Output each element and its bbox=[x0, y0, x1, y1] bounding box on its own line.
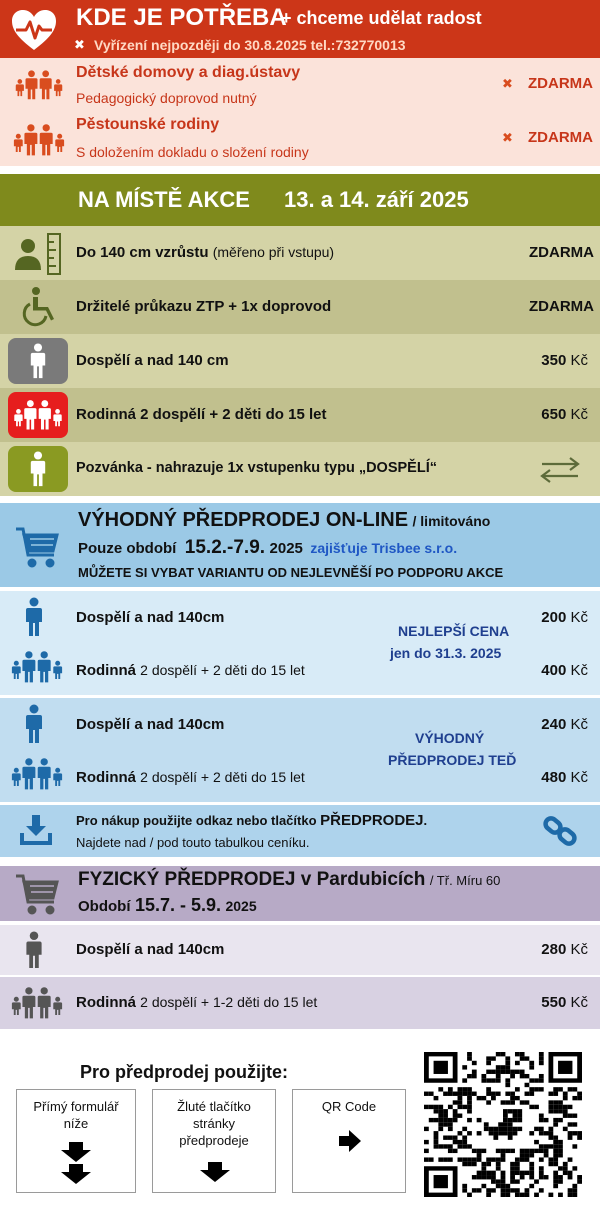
currency-unit: Kč bbox=[570, 609, 588, 626]
online-adult-label: Dospělí a nad 140cm bbox=[76, 609, 225, 626]
person-icon bbox=[24, 704, 44, 749]
arrow-down-icon bbox=[61, 1142, 91, 1188]
option-text: Přímý formulář níže bbox=[33, 1099, 119, 1131]
onsite-row-invitation bbox=[0, 442, 600, 496]
physical-family-label: Rodinná bbox=[76, 994, 136, 1011]
download-icon[interactable] bbox=[18, 815, 54, 852]
option-text: QR Code bbox=[321, 1099, 377, 1114]
online-period-year: 2025 bbox=[269, 540, 303, 557]
physical-header bbox=[0, 866, 600, 921]
need-row-homes bbox=[0, 58, 600, 112]
currency-unit: Kč bbox=[570, 406, 588, 423]
exchange-arrows-icon bbox=[538, 456, 582, 489]
need-header bbox=[0, 0, 600, 58]
need-row-note: S doložením dokladu o složení rodiny bbox=[76, 144, 309, 160]
physical-adult-price: 280 bbox=[541, 941, 567, 958]
online-badge-line2: jen do 31.3. 2025 bbox=[390, 645, 502, 661]
online-family-price: 400 bbox=[541, 662, 567, 679]
online-family-price: 480 bbox=[541, 769, 567, 786]
physical-period-year: 2025 bbox=[225, 898, 257, 914]
onsite-row-price: ZDARMA bbox=[529, 298, 594, 315]
online-variant-note: MŮŽETE SI VYBAT VARIANTU OD NEJLEVNĚŠÍ PO PODPORU AKCE bbox=[78, 565, 504, 580]
person-icon bbox=[24, 597, 44, 642]
online-badge-line1: VÝHODNÝ bbox=[415, 730, 485, 746]
online-family-label: Rodinná bbox=[76, 769, 136, 786]
need-row-title: Dětské domovy a diag.ústavy bbox=[76, 64, 301, 81]
onsite-row-price: ZDARMA bbox=[529, 244, 594, 261]
need-row-title: Pěstounské rodiny bbox=[76, 116, 220, 133]
need-subtitle: + chceme udělat radost bbox=[281, 8, 482, 28]
need-row-price: ZDARMA bbox=[528, 75, 593, 92]
need-row-foster bbox=[0, 112, 600, 166]
purchase-button-name: PŘEDPRODEJ bbox=[320, 812, 424, 829]
online-family-note: 2 dospělí + 2 děti do 15 let bbox=[140, 662, 305, 678]
arrow-right-icon bbox=[339, 1130, 361, 1156]
onsite-row-label: Dospělí a nad 140 cm bbox=[76, 352, 229, 369]
onsite-title: NA MÍSTĚ AKCE bbox=[78, 187, 250, 212]
arrow-down-icon bbox=[200, 1162, 230, 1186]
wheelchair-icon bbox=[20, 286, 62, 333]
onsite-row-label: Do 140 cm vzrůstu bbox=[76, 244, 209, 261]
family-icon bbox=[14, 68, 64, 107]
onsite-row-price: 650 bbox=[541, 406, 567, 423]
physical-row-family bbox=[0, 977, 600, 1029]
currency-unit: Kč bbox=[570, 662, 588, 679]
option-text: Žluté tlačítko stránky předprodeje bbox=[177, 1099, 251, 1148]
option-direct-form[interactable] bbox=[16, 1089, 136, 1193]
x-mark-icon: ✖ bbox=[502, 130, 513, 145]
physical-family-note: 2 dospělí + 1-2 děti do 15 let bbox=[140, 994, 318, 1010]
currency-unit: Kč bbox=[570, 352, 588, 369]
shopping-cart-icon bbox=[14, 872, 60, 921]
onsite-row-label: Rodinná 2 dospělí + 2 děti do 15 let bbox=[76, 406, 327, 423]
onsite-date: 13. a 14. září 2025 bbox=[284, 187, 469, 212]
online-family-label: Rodinná bbox=[76, 662, 136, 679]
online-adult-price: 200 bbox=[541, 609, 567, 626]
need-row-note: Pedagogický doprovod nutný bbox=[76, 90, 257, 106]
online-badge-line1: NEJLEPŠÍ CENA bbox=[398, 623, 510, 639]
family-icon bbox=[10, 985, 64, 1026]
physical-family-price: 550 bbox=[541, 994, 567, 1011]
option-yellow-button[interactable] bbox=[152, 1089, 276, 1193]
online-purchase-info bbox=[0, 805, 600, 857]
need-title: KDE JE POTŘEBA bbox=[76, 4, 287, 31]
physical-title: FYZICKÝ PŘEDPRODEJ v Pardubicích bbox=[78, 869, 426, 890]
onsite-header bbox=[0, 174, 600, 226]
onsite-row-ztp bbox=[0, 280, 600, 334]
option-qr-code[interactable] bbox=[292, 1089, 406, 1193]
need-row-price: ZDARMA bbox=[528, 129, 593, 146]
online-badge-line2: PŘEDPRODEJ TEĎ bbox=[388, 752, 517, 768]
qr-code-icon[interactable] bbox=[424, 1052, 582, 1197]
person-icon bbox=[8, 338, 68, 384]
purchase-hint: Najdete nad / pod touto tabulkou ceníku. bbox=[76, 835, 310, 850]
x-mark-icon: ✖ bbox=[502, 76, 513, 91]
family-icon bbox=[8, 392, 68, 438]
purchase-text-end: . bbox=[423, 813, 428, 828]
onsite-row-child bbox=[0, 226, 600, 280]
family-icon bbox=[10, 649, 64, 690]
online-group-now bbox=[0, 698, 600, 802]
physical-adult-label: Dospělí a nad 140cm bbox=[76, 941, 225, 958]
onsite-row-price: 350 bbox=[541, 352, 567, 369]
online-header bbox=[0, 503, 600, 587]
currency-unit: Kč bbox=[570, 941, 588, 958]
onsite-row-label: Držitelé průkazu ZTP + 1x doprovod bbox=[76, 298, 332, 315]
online-period-dates: 15.2.-7.9. bbox=[184, 537, 266, 558]
physical-title-suffix: / Tř. Míru 60 bbox=[429, 873, 501, 888]
currency-unit: Kč bbox=[570, 716, 588, 733]
heart-pulse-icon bbox=[10, 8, 58, 57]
currency-unit: Kč bbox=[570, 769, 588, 786]
chain-link-icon[interactable] bbox=[542, 815, 578, 852]
physical-period-dates: 15.7. - 5.9. bbox=[134, 895, 222, 915]
need-deadline: Vyřízení nejpozději do 30.8.2025 tel.:732770013 bbox=[94, 37, 406, 53]
person-icon bbox=[24, 931, 44, 974]
person-icon bbox=[8, 446, 68, 492]
online-title-suffix: / limitováno bbox=[412, 513, 491, 529]
family-icon bbox=[12, 118, 66, 167]
currency-unit: Kč bbox=[570, 994, 588, 1011]
online-family-note: 2 dospělí + 2 děti do 15 let bbox=[140, 769, 305, 785]
online-provider: zajišťuje Trisbee s.r.o. bbox=[310, 540, 458, 556]
purchase-text: Pro nákup použijte odkaz nebo tlačítko bbox=[76, 813, 317, 828]
online-adult-price: 240 bbox=[541, 716, 567, 733]
onsite-row-family bbox=[0, 388, 600, 442]
height-measure-icon bbox=[12, 232, 66, 281]
onsite-row-adult bbox=[0, 334, 600, 388]
shopping-cart-icon bbox=[14, 525, 60, 574]
online-adult-label: Dospělí a nad 140cm bbox=[76, 716, 225, 733]
footer-heading: Pro předprodej použijte: bbox=[80, 1062, 289, 1082]
family-icon bbox=[10, 756, 64, 797]
online-group-best bbox=[0, 591, 600, 695]
x-mark-icon: ✖ bbox=[74, 37, 85, 52]
online-period-label: Pouze období bbox=[78, 540, 177, 557]
online-title: VÝHODNÝ PŘEDPRODEJ ON-LINE bbox=[78, 509, 409, 531]
onsite-row-note: (měřeno při vstupu) bbox=[212, 244, 335, 260]
physical-period-label: Období bbox=[78, 898, 131, 915]
onsite-row-label: Pozvánka - nahrazuje 1x vstupenku typu „DOSPĚLÍ“ bbox=[76, 460, 437, 476]
physical-row-adult bbox=[0, 925, 600, 975]
